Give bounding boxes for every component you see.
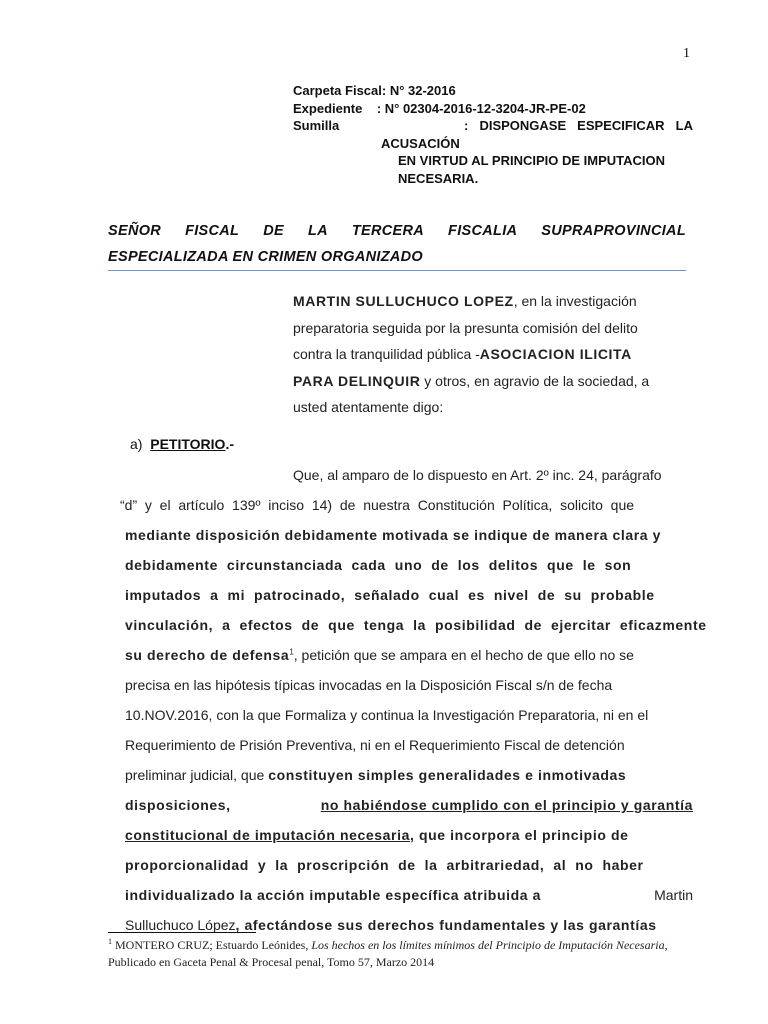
expediente-label: Expediente	[293, 100, 363, 116]
body-line: Sulluchuco López	[125, 917, 236, 933]
body-line: Que, al amparo de lo dispuesto en Art. 2º inc. 24, parágrafo	[293, 467, 662, 483]
body-emphasis: , afectándose sus derechos fundamentales y las garantías	[235, 917, 657, 933]
body-line: Martin	[654, 887, 693, 903]
intro-text: preparatoria seguida por la presunta comisión del delito	[293, 319, 638, 336]
section-heading	[130, 436, 234, 452]
body-line: Requerimiento de Prisión Preventiva, ni en el Requerimiento Fiscal de detención	[125, 737, 625, 753]
intro-text: contra la tranquilidad pública -	[293, 346, 480, 362]
addressee-word: SUPRAPROVINCIAL	[541, 223, 686, 239]
body-line: proporcionalidad y la proscripción de la arbitrariedad, al no haber	[125, 857, 644, 873]
footnote-punct: ,	[664, 938, 668, 952]
expediente-value: : N° 02304-2016-12-3204-JR-PE-02	[376, 100, 586, 116]
carpeta-fiscal: Carpeta Fiscal: N° 32-2016	[293, 83, 456, 98]
section-suffix: .-	[225, 436, 234, 452]
body-emphasis: constituyen simples generalidades e inmotivadas	[268, 767, 627, 783]
body-emphasis: su derecho de defensa	[125, 647, 290, 663]
addressee-word: TERCERA	[351, 223, 425, 239]
petition-paragraph	[120, 460, 707, 940]
footnote	[108, 937, 698, 971]
sumilla-row	[293, 117, 693, 135]
body-line: vinculación, a efectos de que tenga la posibilidad de ejercitar eficazmente	[125, 617, 707, 633]
case-header	[293, 82, 693, 187]
addressee-word: LA	[307, 223, 328, 239]
divider-rule	[108, 270, 686, 271]
footnote-ref[interactable]: 1	[289, 647, 294, 657]
body-line: mediante disposición debidamente motivada se indique de manera clara y	[125, 527, 662, 543]
addressee-word: FISCALIA	[448, 223, 518, 239]
crime-name: PARA DELINQUIR	[293, 372, 421, 389]
sumilla-word-1: DISPONGASE	[479, 118, 567, 133]
sumilla-line-4: NECESARIA.	[398, 170, 479, 186]
section-title: PETITORIO	[150, 436, 226, 452]
addressee	[108, 218, 686, 270]
expediente-row	[293, 100, 693, 118]
body-line: 10.NOV.2016, con la que Formaliza y continua la Investigación Preparatoria, ni en el	[125, 707, 649, 723]
body-emphasis: individualizado la acción imputable específica atribuida a	[125, 887, 542, 903]
addressee-line-1	[108, 218, 686, 244]
intro-paragraph	[293, 288, 693, 421]
sumilla-label: Sumilla	[293, 118, 340, 133]
sumilla-colon: :	[464, 118, 469, 133]
sumilla-line-2: ACUSACIÓN	[381, 135, 460, 151]
body-emphasis-underlined: no habiéndose cumplido con el principio y garantía	[320, 797, 693, 813]
body-line: debidamente circunstanciada cada uno de los delitos que le son	[125, 557, 632, 573]
addressee-word: FISCAL	[185, 223, 240, 239]
body-line: preliminar judicial, que	[125, 767, 269, 783]
footnote-separator	[108, 932, 256, 933]
section-marker: a)	[130, 436, 143, 452]
addressee-word: DE	[263, 223, 284, 239]
sumilla-word-3: LA	[675, 118, 693, 133]
body-emphasis-underlined: constitucional de imputación necesaria	[125, 827, 410, 843]
body-emphasis: , que incorpora el principio de	[409, 827, 629, 843]
addressee-line-2: ESPECIALIZADA EN CRIMEN ORGANIZADO	[108, 249, 423, 265]
footnote-author: MONTERO CRUZ; Estuardo Leónides,	[112, 938, 312, 952]
intro-text: y otros, en agravio de la sociedad, a	[420, 372, 650, 389]
body-line: precisa en las hipótesis típicas invocadas en la Disposición Fiscal s/n de fecha	[125, 677, 613, 693]
body-line: , petición que se ampara en el hecho de que ello no se	[293, 647, 634, 663]
sumilla-line-3: EN VIRTUD AL PRINCIPIO DE IMPUTACION	[398, 153, 665, 168]
intro-text: , en la investigación	[513, 293, 637, 309]
crime-name: ASOCIACION ILICITA	[479, 346, 632, 362]
footnote-title: Los hechos en los límites mínimos del Principio de Imputación Necesaria	[311, 938, 665, 952]
footnote-publication: Publicado en Gaceta Penal & Procesal penal, Tomo 57, Marzo 2014	[108, 955, 435, 969]
body-line: imputados a mi patrocinado, señalado cual es nivel de su probable	[125, 587, 655, 603]
body-emphasis: disposiciones,	[125, 797, 231, 813]
client-name: MARTIN SULLUCHUCO LOPEZ	[293, 293, 514, 309]
addressee-word: SEÑOR	[108, 223, 162, 239]
footnote-marker: 1	[108, 937, 112, 946]
page-number: 1	[683, 46, 690, 61]
sumilla-word-2: ESPECIFICAR	[577, 118, 665, 133]
intro-text: usted atentamente digo:	[293, 399, 444, 415]
body-line: “d” y el artículo 139º inciso 14) de nuestra Constitución Política, solicito que	[120, 497, 635, 513]
